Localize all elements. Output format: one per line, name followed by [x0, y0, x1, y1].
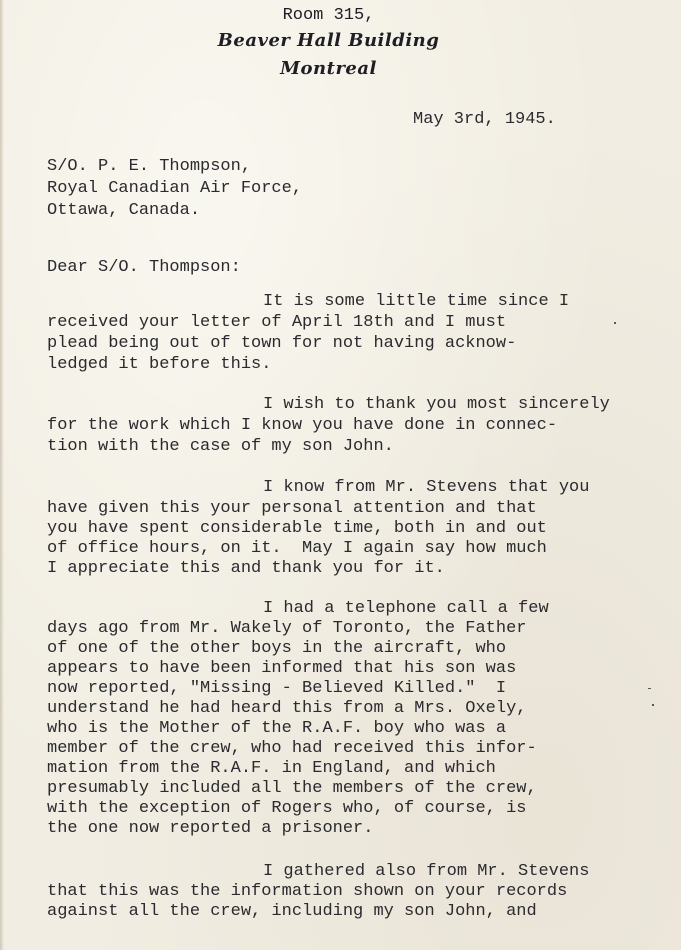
- letterhead-city: Montreal: [280, 58, 377, 79]
- paragraph-4-line: with the exception of Rogers who, of course, is: [47, 799, 527, 818]
- paragraph-4-line: understand he had heard this from a Mrs. Oxely,: [47, 699, 527, 718]
- paragraph-4-line: presumably included all the members of the crew,: [47, 779, 537, 798]
- paragraph-2-line: I wish to thank you most sincerely: [263, 395, 610, 414]
- paragraph-3-line: I know from Mr. Stevens that you: [263, 478, 590, 497]
- paragraph-4-line: appears to have been informed that his son was: [47, 659, 517, 678]
- paragraph-4-line: of one of the other boys in the aircraft, who: [47, 639, 507, 658]
- paragraph-4-line: mation from the R.A.F. in England, and which: [47, 759, 496, 778]
- paper-edge-shadow: [0, 0, 4, 950]
- paragraph-1-line: It is some little time since I: [263, 292, 570, 311]
- address-line: S/O. P. E. Thompson,: [47, 157, 252, 176]
- paragraph-3-line: you have spent considerable time, both in and out: [47, 519, 547, 538]
- paragraph-4-line: the one now reported a prisoner.: [47, 819, 374, 838]
- paragraph-3-line: I appreciate this and thank you for it.: [47, 559, 445, 578]
- paragraph-4-line: member of the crew, who had received this infor-: [47, 739, 537, 758]
- paragraph-5-line: that this was the information shown on your records: [47, 882, 568, 901]
- paragraph-2-line: for the work which I know you have done in connec-: [47, 416, 558, 435]
- paragraph-4-line: days ago from Mr. Wakely of Toronto, the Father: [47, 619, 527, 638]
- paragraph-1-line: plead being out of town for not having acknow-: [47, 334, 517, 353]
- address-line: Royal Canadian Air Force,: [47, 179, 303, 198]
- address-line: Ottawa, Canada.: [47, 201, 201, 220]
- paragraph-4-line: I had a telephone call a few: [263, 599, 549, 618]
- paragraph-5-line: against all the crew, including my son John, and: [47, 902, 537, 921]
- letterhead-building: Beaver Hall Building: [217, 30, 440, 51]
- paragraph-2-line: tion with the case of my son John.: [47, 437, 394, 456]
- paragraph-3-line: of office hours, on it. May I again say how much: [47, 539, 547, 558]
- paragraph-1-line: ledged it before this.: [47, 355, 272, 374]
- paragraph-4-line: who is the Mother of the R.A.F. boy who was a: [47, 719, 507, 738]
- stray-mark: [652, 704, 654, 706]
- paragraph-4-line: now reported, "Missing - Believed Killed." I: [47, 679, 507, 698]
- paragraph-5-line: I gathered also from Mr. Stevens: [263, 862, 590, 881]
- letterhead-room: Room 315,: [282, 6, 375, 25]
- stray-mark: [648, 688, 651, 689]
- letter-date: May 3rd, 1945.: [413, 110, 556, 129]
- paragraph-1-line: received your letter of April 18th and I must: [47, 313, 507, 332]
- stray-mark: [614, 322, 616, 324]
- paragraph-3-line: have given this your personal attention and that: [47, 499, 537, 518]
- salutation: Dear S/O. Thompson:: [47, 258, 241, 277]
